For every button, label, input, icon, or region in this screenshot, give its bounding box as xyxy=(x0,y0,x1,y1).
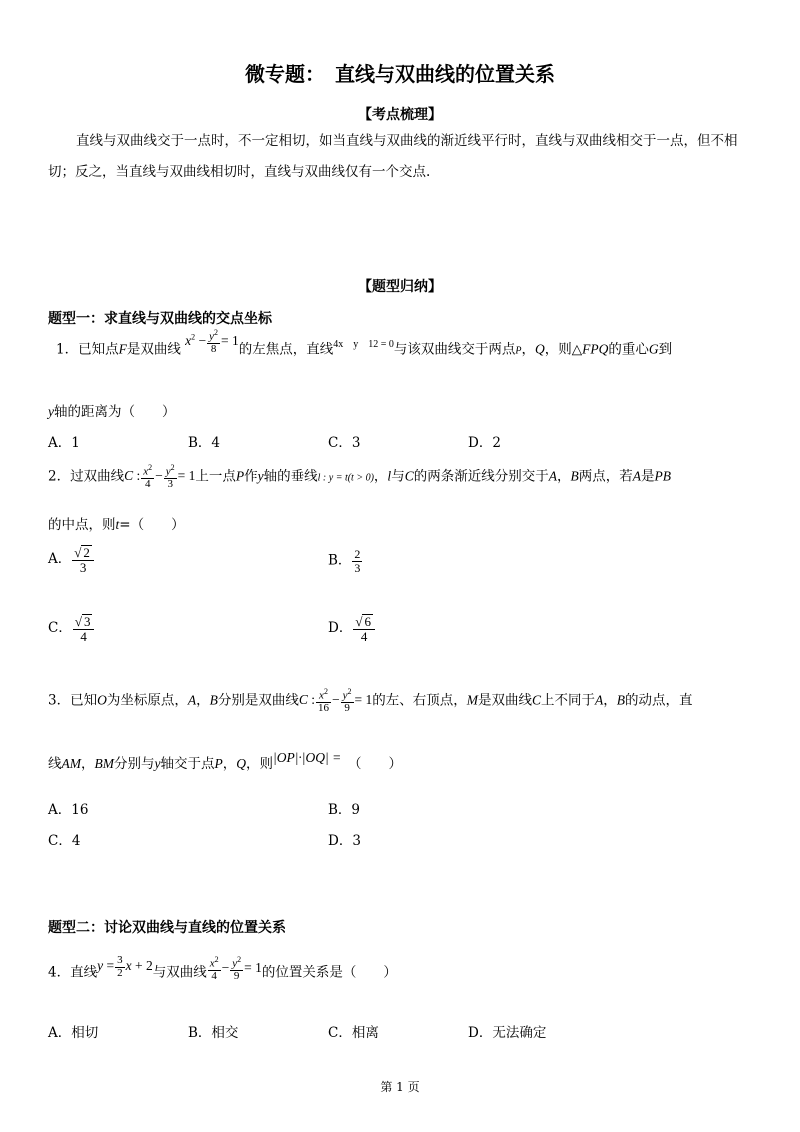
hyperbola-equation-4: $\frac{x^2}{4}$ − $\frac{y^2}{9}$ = 1 xyxy=(209,955,262,983)
question-3-line-2: 线AM，BM分别与y轴交于点P，Q，则|OP|·|OQ| = （ ） xyxy=(48,750,402,772)
question-2-line-1: 2．过双曲线C : $\frac{x^2}{4}$ − $\frac{y^2}{3}$ = 1上一点P作y轴的垂线l : y = t(t > 0)，l与C的两条渐近线分别交于A，B两点，若A是PB xyxy=(48,463,671,491)
question-1-line-1: 1．已知点F是双曲线 $x^2$ − $\frac{y^2}{8}$ = 1的左焦点，直线$^{4x y 12 = 0}$与该双曲线交于两点P，Q，则△FPQ的重心G到 xyxy=(56,328,673,358)
q1-option-c: C．3 xyxy=(328,435,361,451)
page-number-footer: 第 1 页 xyxy=(380,1080,420,1094)
q3-option-a: A．16 xyxy=(48,802,89,818)
q2-option-b: B． $\frac{2}{3}$ xyxy=(328,547,361,575)
q3-option-c: C．4 xyxy=(48,833,81,849)
q2-option-d: D． $\frac{√ 6}{4}$ xyxy=(328,614,376,643)
q2-option-c: C． $\frac{√ 3}{4}$ xyxy=(48,614,95,643)
q4-option-d: D．无法确定 xyxy=(468,1025,547,1041)
line-equation-2: l : y = t(t > 0) xyxy=(317,472,374,484)
q3-option-b: B．9 xyxy=(328,802,361,818)
line-equation-1: 4x y 12 = 0 xyxy=(333,339,394,351)
line-equation-4: y = $\frac{3}{2}$ x + 2 xyxy=(97,954,153,979)
q4-option-c: C．相离 xyxy=(328,1025,379,1041)
hyperbola-equation-2: C : $\frac{x^2}{4}$ − $\frac{y^2}{3}$ = 1 xyxy=(124,463,196,491)
q4-option-b: B．相交 xyxy=(188,1025,239,1041)
question-1-line-2: y轴的距离为（ ） xyxy=(48,404,176,420)
op-oq-expression: |OP|·|OQ| = xyxy=(273,750,342,765)
summary-paragraph: 直线与双曲线交于一点时，不一定相切，如当直线与双曲线的渐近线平行时，直线与双曲线相交于一点，但不相切；反之，当直线与双曲线相切时，直线与双曲线仅有一个交点. xyxy=(48,133,738,180)
type-two-heading: 题型二：讨论双曲线与直线的位置关系 xyxy=(48,920,286,936)
question-4-line-1: 4．直线y = $\frac{3}{2}$ x + 2与双曲线 $\frac{x^2}{4}$ − $\frac{y^2}{9}$ = 1的位置关系是（ ） xyxy=(48,954,397,983)
q4-option-a: A．相切 xyxy=(48,1025,99,1041)
section-heading-types: 【题型归纳】 xyxy=(358,279,442,295)
question-3-line-1: 3．已知O为坐标原点，A，B分别是双曲线C : $\frac{x^2}{16}$ − $\frac{y^2}{9}$ = 1的左、右顶点，M是双曲线C上不同于A，B的动点，直 xyxy=(48,687,693,715)
q2-option-a: A． $\frac{√ 2}{3}$ xyxy=(48,545,95,574)
q1-option-d: D．2 xyxy=(468,435,501,451)
question-2-line-2: 的中点，则t=（ ） xyxy=(48,517,185,533)
hyperbola-equation-3: C : $\frac{x^2}{16}$ − $\frac{y^2}{9}$ = 1 xyxy=(298,687,373,715)
type-one-heading: 题型一：求直线与双曲线的交点坐标 xyxy=(48,311,272,327)
q1-option-a: A．1 xyxy=(48,435,80,451)
page-title: 微专题： 直线与双曲线的位置关系 xyxy=(245,62,555,86)
section-heading-summary: 【考点梳理】 xyxy=(358,107,442,123)
q1-option-b: B．4 xyxy=(188,435,221,451)
q3-option-d: D．3 xyxy=(328,833,361,849)
hyperbola-equation-1: $x^2$ − $\frac{y^2}{8}$ = 1 xyxy=(185,328,239,356)
triangle-fpq: △FPQ xyxy=(571,341,609,357)
